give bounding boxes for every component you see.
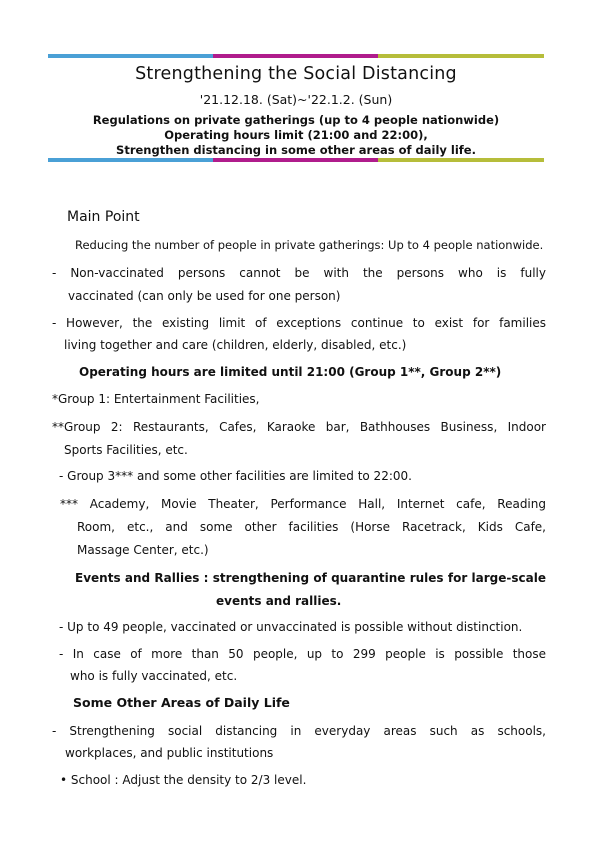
events-item-cont: who is fully vaccinated, etc. xyxy=(70,669,238,683)
daily-life-item-cont: workplaces, and public institutions xyxy=(65,746,274,760)
subtitle-line: Operating hours limit (21:00 and 22:00), xyxy=(164,128,428,142)
group3-note-cont: Massage Center, etc.) xyxy=(77,543,209,557)
header-divider-top xyxy=(48,54,544,58)
group3-text: - Group 3*** and some other facilities are limited to 22:00. xyxy=(59,469,412,483)
section-heading-operating-hours: Operating hours are limited until 21:00 (Group 1**, Group 2**) xyxy=(79,365,502,379)
subtitle-line: Strengthen distancing in some other areas of daily life. xyxy=(116,143,476,157)
section-heading-main-point: Main Point xyxy=(67,209,140,225)
school-bullet: • School : Adjust the density to 2/3 level. xyxy=(60,773,307,787)
group2-text-cont: Sports Facilities, etc. xyxy=(64,443,188,457)
group1-text: *Group 1: Entertainment Facilities, xyxy=(52,392,260,406)
page-title: Strengthening the Social Distancing xyxy=(135,64,457,84)
date-range: '21.12.18. (Sat)~'22.1.2. (Sun) xyxy=(199,92,393,107)
main-point-item: - Non-vaccinated persons cannot be with the persons who is fully xyxy=(52,266,546,280)
main-point-item-cont: vaccinated (can only be used for one person) xyxy=(68,289,341,303)
events-item: - In case of more than 50 people, up to 299 people is possible those xyxy=(59,647,546,661)
main-point-item-cont: living together and care (children, elderly, disabled, etc.) xyxy=(64,338,407,352)
events-item: - Up to 49 people, vaccinated or unvaccinated is possible without distinction. xyxy=(59,620,523,634)
subtitle-line: Regulations on private gatherings (up to 4 people nationwide) xyxy=(92,113,500,127)
main-point-intro: Reducing the number of people in private gatherings: Up to 4 people nationwide. xyxy=(75,238,544,252)
group3-note-cont: Room, etc., and some other facilities (Horse Racetrack, Kids Cafe, xyxy=(77,520,546,534)
daily-life-item: - Strengthening social distancing in everyday areas such as schools, xyxy=(52,724,546,738)
group3-note: *** Academy, Movie Theater, Performance Hall, Internet cafe, Reading xyxy=(60,497,546,511)
section-heading-events: Events and Rallies : strengthening of quarantine rules for large-scale xyxy=(75,571,546,585)
section-heading-daily-life: Some Other Areas of Daily Life xyxy=(73,695,290,710)
group2-text: **Group 2: Restaurants, Cafes, Karaoke bar, Bathhouses Business, Indoor xyxy=(52,420,546,434)
section-heading-events-cont: events and rallies. xyxy=(216,594,342,608)
header-divider-bottom xyxy=(48,158,544,162)
main-point-item: - However, the existing limit of exceptions continue to exist for families xyxy=(52,316,546,330)
